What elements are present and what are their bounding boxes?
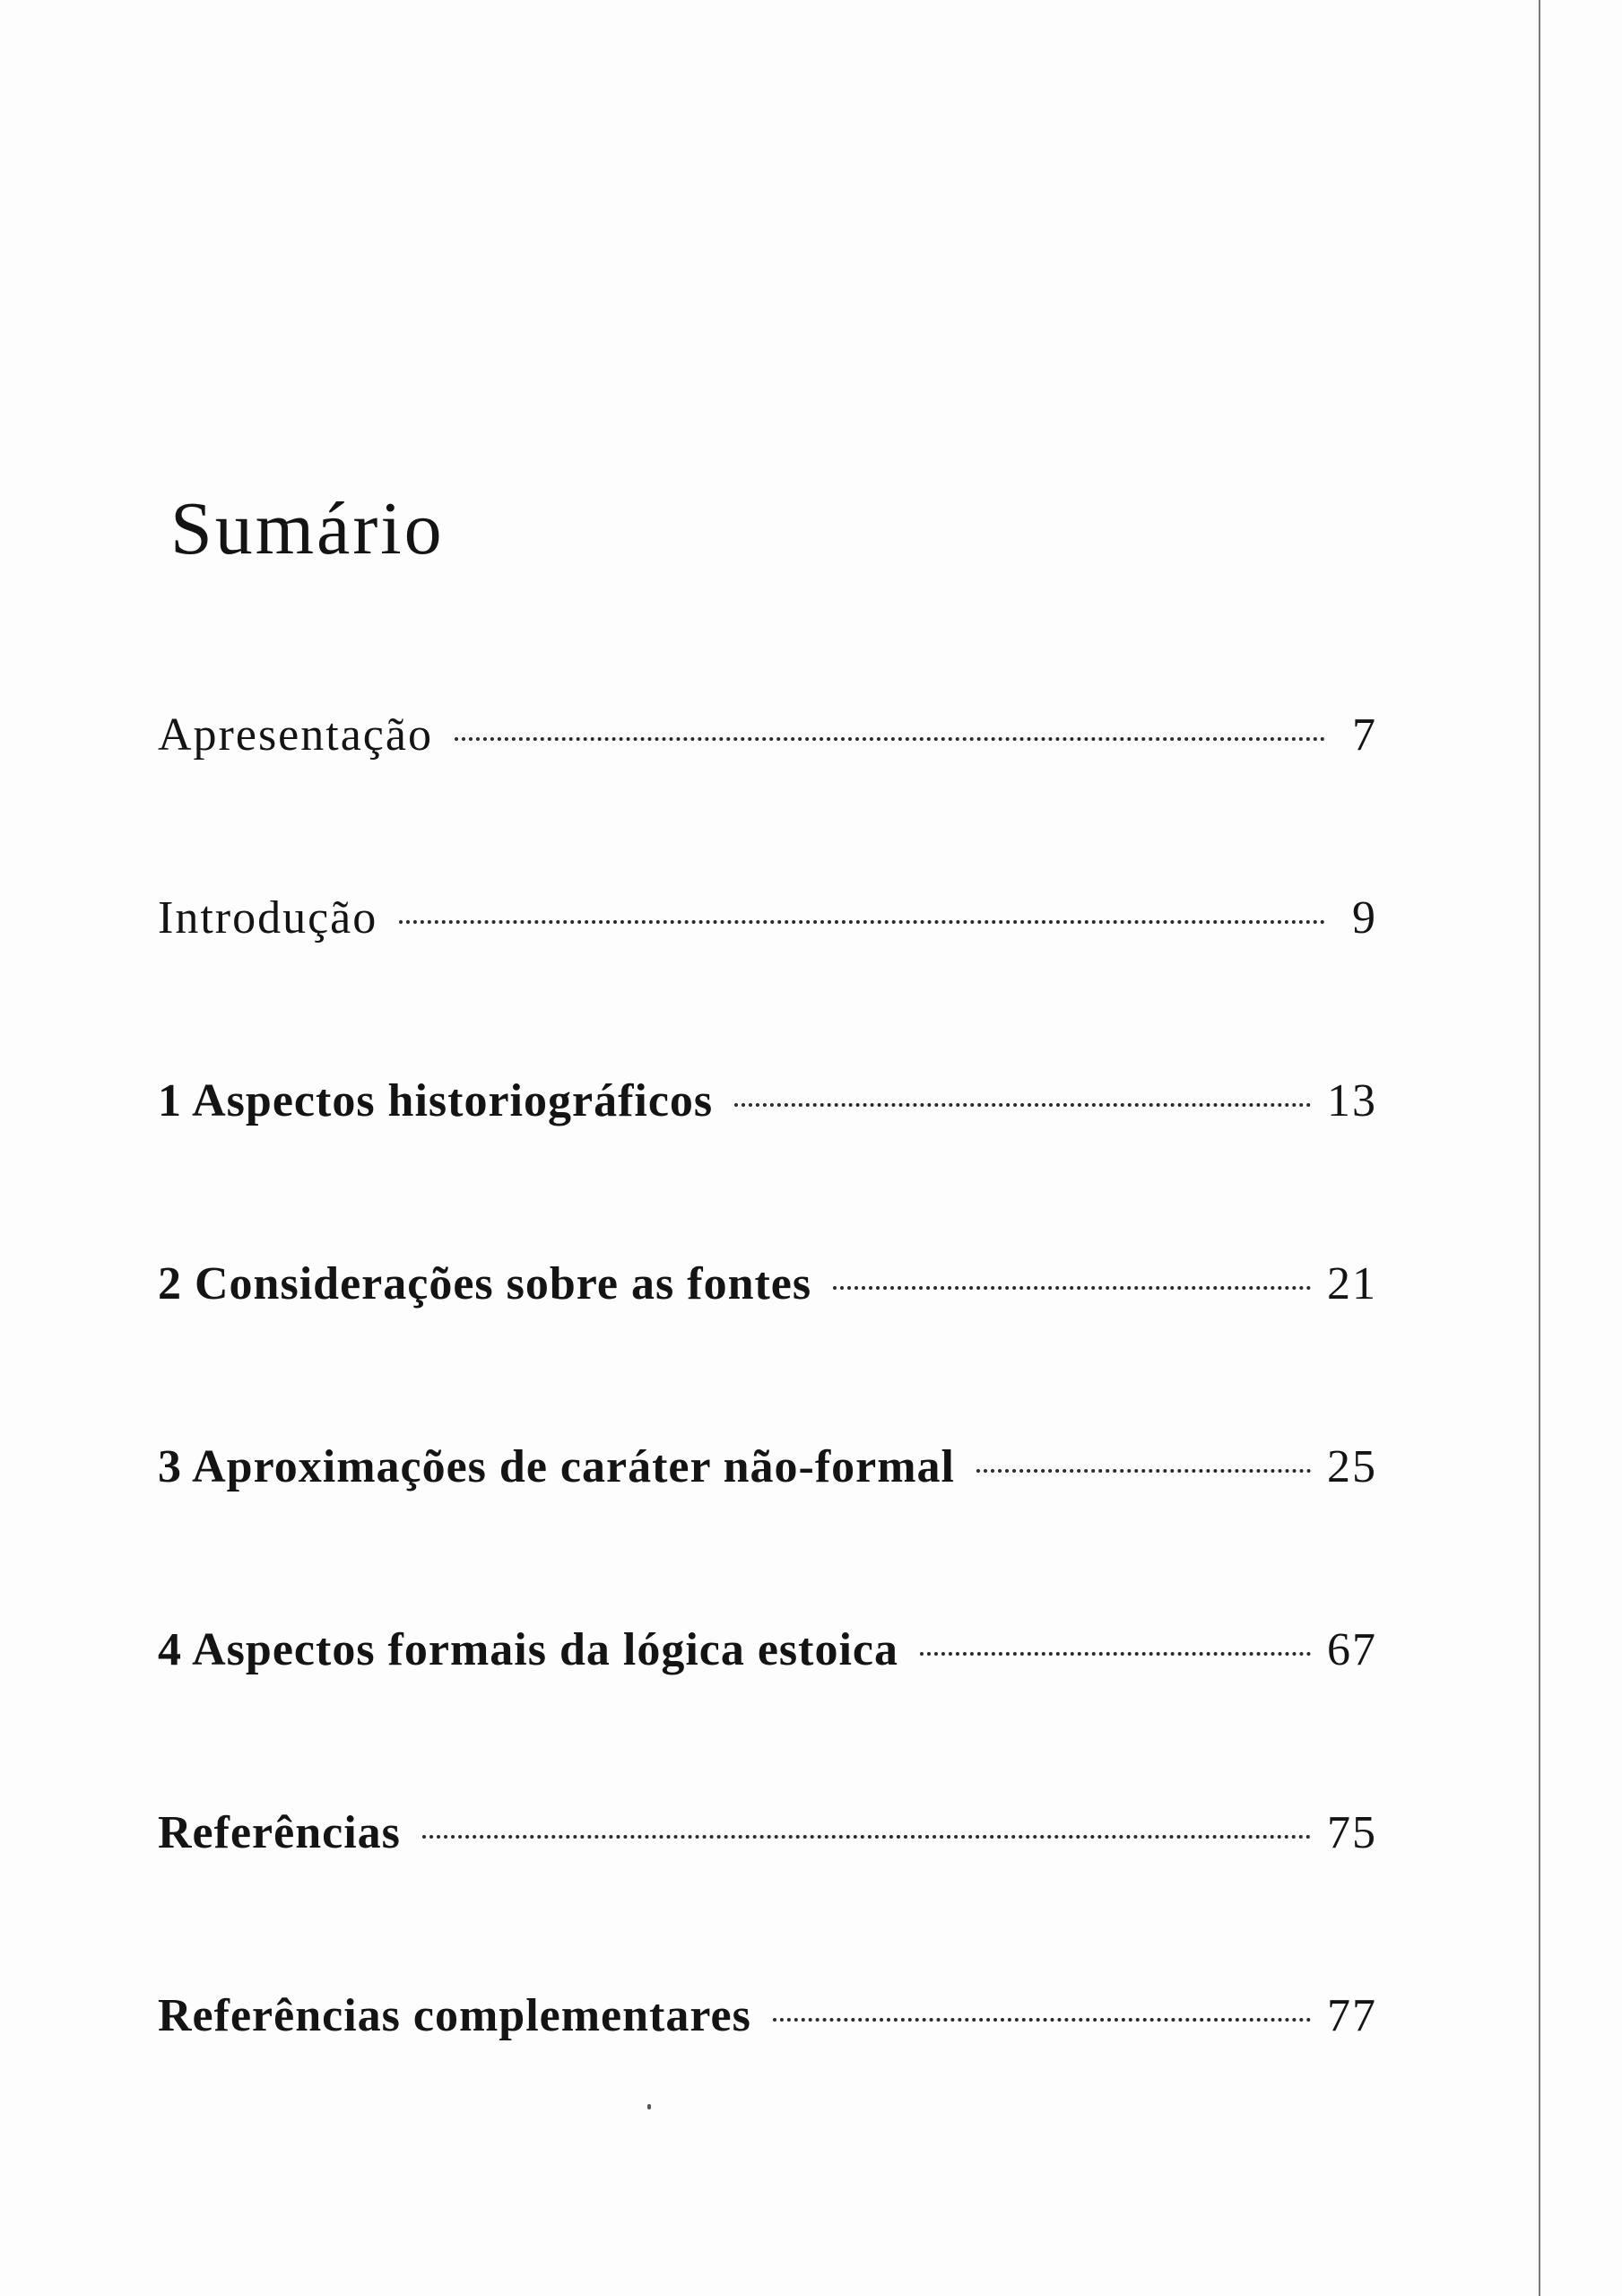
dot-leader: [399, 920, 1325, 924]
table-of-contents: [158, 691, 1377, 2154]
toc-entry-page: 77: [1327, 1990, 1377, 2041]
toc-entry-page: 75: [1327, 1807, 1377, 1858]
toc-entry-page: 25: [1327, 1441, 1377, 1492]
page-edge-line: [1539, 0, 1540, 2296]
toc-entry-label: Apresentação: [158, 709, 433, 761]
toc-entry-label: 1 Aspectos historiográficos: [158, 1075, 714, 1126]
dot-leader: [976, 1469, 1311, 1473]
toc-entry-label: Referências complementares: [158, 1990, 751, 2041]
toc-entry-referencias: [158, 1788, 1377, 1971]
dot-leader: [422, 1835, 1311, 1839]
toc-entry-page: 13: [1327, 1075, 1377, 1126]
toc-entry-introducao: [158, 874, 1377, 1057]
toc-entry-page: 67: [1327, 1624, 1377, 1675]
toc-entry-apresentacao: [158, 691, 1377, 874]
toc-entry-chapter-1: [158, 1057, 1377, 1239]
toc-entry-label: 2 Considerações sobre as fontes: [158, 1258, 812, 1309]
scan-speck: [647, 2104, 651, 2109]
page-title: Sumário: [170, 487, 445, 570]
dot-leader: [455, 737, 1325, 741]
toc-entry-label: 3 Aproximações de caráter não-formal: [158, 1441, 955, 1492]
toc-entry-chapter-2: [158, 1239, 1377, 1422]
toc-entry-label: Introdução: [158, 892, 378, 944]
toc-entry-referencias-complementares: [158, 1971, 1377, 2154]
toc-entry-label: Referências: [158, 1807, 401, 1858]
dot-leader: [734, 1103, 1311, 1107]
toc-entry-page: 9: [1352, 892, 1377, 944]
toc-entry-label: 4 Aspectos formais da lógica estoica: [158, 1624, 899, 1675]
toc-entry-page: 7: [1352, 709, 1377, 761]
toc-entry-page: 21: [1327, 1258, 1377, 1309]
toc-entry-chapter-3: [158, 1422, 1377, 1605]
toc-entry-chapter-4: [158, 1605, 1377, 1788]
dot-leader: [833, 1286, 1311, 1290]
dot-leader: [773, 2018, 1311, 2022]
dot-leader: [920, 1652, 1311, 1656]
